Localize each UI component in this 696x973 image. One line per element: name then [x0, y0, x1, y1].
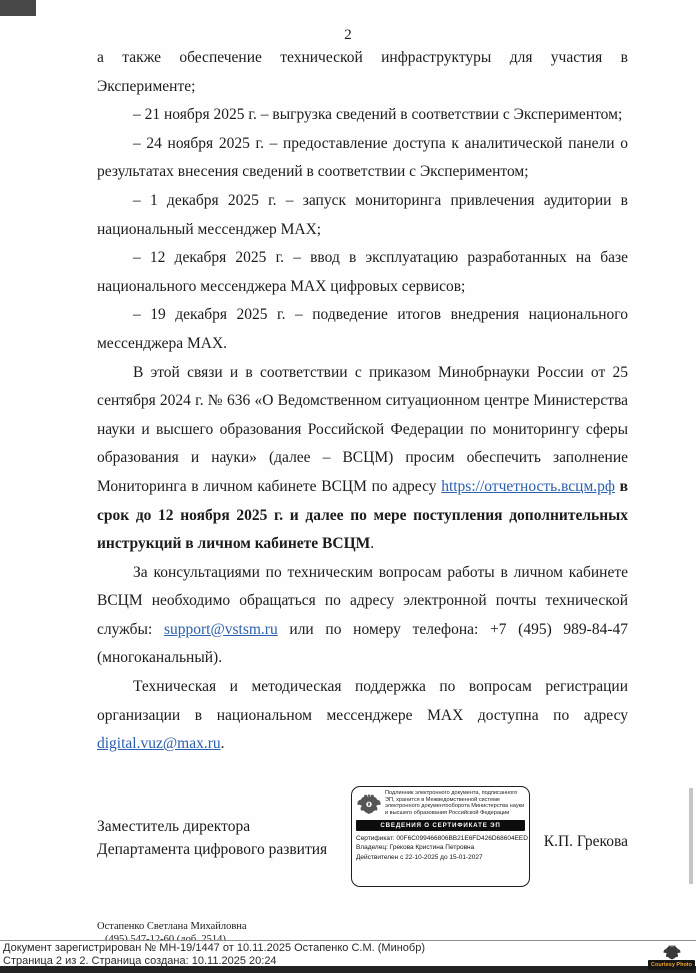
document-body [97, 44, 628, 759]
stamp-origin-text: Подлинник электронного документа, подписанного ЭП, хранится в Межведомственной системе электронного документооборота Министерства науки и высшего образования Российской Федерации [385, 790, 525, 817]
paragraph-text: Техническая и методическая поддержка по вопросам регистрации организации в национальном мессенджере MAX доступна по адресу [97, 678, 628, 724]
page-edge-shadow [689, 788, 693, 884]
signer-position-line: Заместитель директора [97, 818, 251, 835]
stamp-validity: Действителен с 22-10-2025 до 15-01-2027 [356, 854, 483, 861]
courtesy-watermark [648, 943, 695, 970]
signer-name: К.П. Грекова [543, 833, 628, 850]
watermark-label: Courtesy Photo [648, 960, 695, 970]
paragraph-text: . [220, 735, 225, 753]
deadline-bold-text: в срок до 12 ноября 2025 г. и далее по мере поступления дополнительных инструкций в личном кабинете ВСЦМ [97, 477, 628, 553]
digital-vuz-email-link[interactable]: digital.vuz@max.ru [97, 735, 221, 753]
stamp-certificate-number: Сертификат: 00F6C099466806BB21E6FD426D68604EED [356, 834, 528, 842]
signer-position-line: Департамента цифрового развития [97, 840, 328, 858]
paragraph: – 19 декабря 2025 г. – подведение итогов внедрения национального мессенджера MAX. [97, 306, 628, 352]
paragraph: – 1 декабря 2025 г. – запуск мониторинга привлечения аудитории в национальный мессенджер MAX; [97, 191, 628, 238]
executor-name: Остапенко Светлана Михайловна [97, 921, 247, 932]
bottom-scan-bar [0, 966, 696, 973]
coat-of-arms-icon [356, 791, 382, 815]
footer-page-line: Страница 2 из 2. Страница создана: 10.11.2025 20:24 [3, 954, 277, 967]
page-number: 2 [344, 27, 352, 43]
paragraph-text: В этой связи и в соответствии с приказом Минобрнауки России от 25 сентября 2024 г. № 636 «О Ведомственном ситуационном центре Министерства науки и высшего образования Российской Федерации по мониторингу сферы образования и науки» (далее – ВСЦМ) просим обеспечить заполнение Мониторинга в личном кабинете ВСЦМ по адресу [97, 363, 628, 495]
stamp-header-row [356, 790, 525, 817]
paragraph [97, 359, 628, 559]
registration-footer [0, 940, 696, 967]
stamp-certificate-bar: СВЕДЕНИЯ О СЕРТИФИКАТЕ ЭП [356, 820, 525, 831]
paragraph-text: . [370, 535, 375, 553]
paragraph-text: За консультациями по техническим вопросам работы в личном кабинете ВСЦМ необходимо обращаться по адресу электронной почты технической службы: [97, 563, 628, 638]
paragraph-text: или по номеру телефона: +7 (495) 989-84-47 (многоканальный). [97, 620, 628, 667]
paragraph: – 12 декабря 2025 г. – ввод в эксплуатацию разработанных на базе национального мессенджера MAX цифровых сервисов; [97, 249, 628, 295]
stamp-owner: Владелец: Грекова Кристина Петровна [356, 844, 475, 852]
paragraph: – 21 ноября 2025 г. – выгрузка сведений в соответствии с Экспериментом; [133, 106, 623, 124]
coat-of-arms-icon [648, 943, 695, 960]
digital-signature-stamp [351, 786, 530, 887]
paragraph [97, 559, 628, 673]
paragraph: – 24 ноября 2025 г. – предоставление доступа к аналитической панели о результатах внесения сведений в соответствии с Экспериментом; [97, 134, 628, 181]
scan-corner-artifact [0, 0, 36, 16]
paragraph [97, 673, 628, 759]
vscm-portal-link[interactable]: https://отчетность.всцм.рф [441, 477, 615, 495]
support-email-link[interactable]: support@vstsm.ru [163, 620, 278, 638]
footer-registration-line: Документ зарегистрирован № МН-19/1447 от 10.11.2025 Остапенко С.М. (Минобр) [3, 942, 425, 954]
paragraph: а также обеспечение технической инфраструктуры для участия в Эксперименте; [97, 49, 628, 95]
